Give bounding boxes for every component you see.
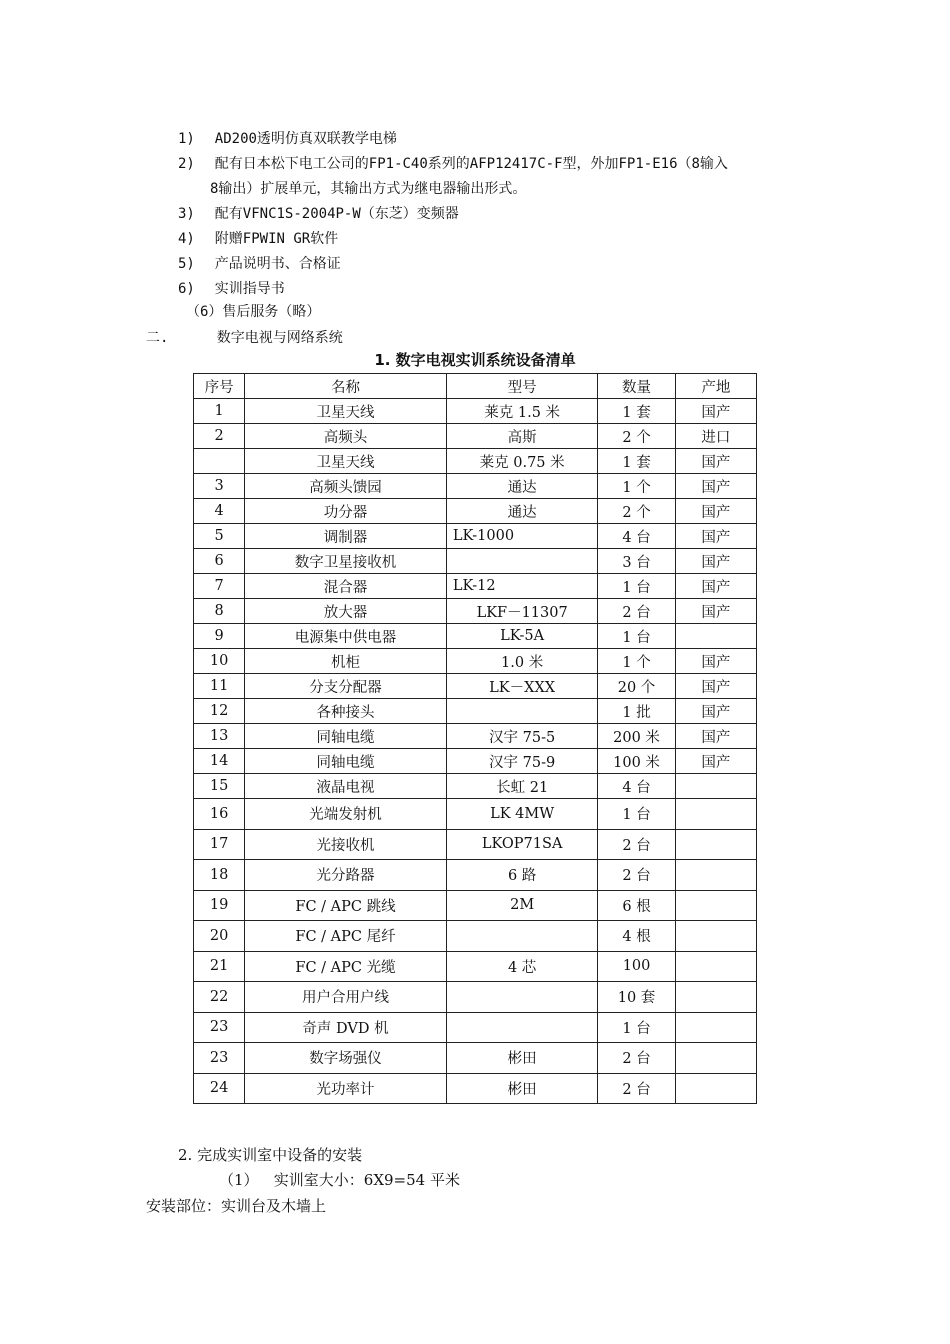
name-cell: 卫星天线 [245,399,447,424]
table-row [194,1012,757,1043]
model-cell: 高斯 [446,424,598,449]
quantity-cell: 20 个 [598,674,675,699]
index-cell: 23 [194,1043,245,1074]
model-cell: 彬田 [446,1073,598,1104]
index-cell: 8 [194,599,245,624]
origin-cell: 国产 [675,474,756,499]
origin-cell: 国产 [675,649,756,674]
quantity-cell: 3 台 [598,549,675,574]
name-cell: 液晶电视 [245,774,447,799]
index-cell: 3 [194,474,245,499]
name-cell: 同轴电缆 [245,724,447,749]
model-cell [446,699,598,724]
name-cell: 光功率计 [245,1073,447,1104]
list-text: 产品说明书、合格证 [214,256,341,272]
quantity-cell: 1 台 [598,574,675,599]
model-cell: 汉宇 75-9 [446,749,598,774]
list-text: 8输出）扩展单元，其输出方式为继电器输出形式。 [210,181,527,197]
index-cell: 1 [194,399,245,424]
name-cell: 奇声 DVD 机 [245,1012,447,1043]
table-row [194,749,757,774]
origin-cell [675,860,756,891]
origin-cell: 国产 [675,599,756,624]
name-cell: 机柜 [245,649,447,674]
quantity-cell: 1 套 [598,449,675,474]
section-title: 数字电视与网络系统 [216,330,343,346]
origin-cell [675,1043,756,1074]
origin-cell: 国产 [675,699,756,724]
origin-cell [675,829,756,860]
origin-cell: 国产 [675,499,756,524]
name-cell: 光接收机 [245,829,447,860]
quantity-cell: 4 根 [598,921,675,952]
quantity-cell: 1 套 [598,399,675,424]
model-cell: LK－XXX [446,674,598,699]
name-cell: 电源集中供电器 [245,624,447,649]
index-cell: 11 [194,674,245,699]
origin-cell [675,982,756,1013]
origin-cell [675,1012,756,1043]
list-text: 配有VFNC1S-2004P-W（东芝）变频器 [214,206,459,222]
index-cell: 22 [194,982,245,1013]
table-header-row [194,374,757,399]
model-cell: 通达 [446,499,598,524]
index-cell: 16 [194,799,245,830]
origin-cell: 国产 [675,674,756,699]
origin-cell [675,1073,756,1104]
name-cell: 用户合用户线 [245,982,447,1013]
quantity-cell: 2 台 [598,860,675,891]
model-cell: 长虹 21 [446,774,598,799]
name-cell: 放大器 [245,599,447,624]
quantity-cell: 2 台 [598,1043,675,1074]
model-cell: 彬田 [446,1043,598,1074]
quantity-cell: 2 个 [598,499,675,524]
origin-cell [675,921,756,952]
quantity-cell: 1 个 [598,474,675,499]
list-number: 2) [178,156,195,172]
model-cell: LKF－11307 [446,599,598,624]
table-row [194,649,757,674]
index-cell: 12 [194,699,245,724]
quantity-cell: 10 套 [598,982,675,1013]
list-item-1 [178,128,397,149]
list-text: 附赠FPWIN GR软件 [214,231,339,247]
header-cell: 序号 [194,374,245,399]
index-cell: 5 [194,524,245,549]
model-cell: 通达 [446,474,598,499]
list-number: 6) [178,281,195,297]
header-cell: 产地 [675,374,756,399]
model-cell: 莱克 1.5 米 [446,399,598,424]
table-row [194,890,757,921]
name-cell: 各种接头 [245,699,447,724]
table-row [194,524,757,549]
quantity-cell: 1 个 [598,649,675,674]
model-cell [446,549,598,574]
index-cell: 6 [194,549,245,574]
name-cell: 功分器 [245,499,447,524]
name-cell: 光端发射机 [245,799,447,830]
name-cell: 分支分配器 [245,674,447,699]
index-cell: 17 [194,829,245,860]
model-cell: 2M [446,890,598,921]
quantity-cell: 4 台 [598,774,675,799]
origin-cell: 国产 [675,749,756,774]
table-row [194,549,757,574]
index-cell: 18 [194,860,245,891]
table-row [194,699,757,724]
origin-cell [675,951,756,982]
model-cell: LK 4MW [446,799,598,830]
quantity-cell: 200 米 [598,724,675,749]
model-cell: LK-5A [446,624,598,649]
model-cell [446,1012,598,1043]
list-number: 3) [178,206,195,222]
origin-cell [675,799,756,830]
index-cell: 10 [194,649,245,674]
header-cell: 数量 [598,374,675,399]
origin-cell: 国产 [675,549,756,574]
table-row [194,921,757,952]
table-row [194,1043,757,1074]
name-cell: 卫星天线 [245,449,447,474]
table-title: 1. 数字电视实训系统设备清单 [374,351,576,369]
index-cell: 14 [194,749,245,774]
origin-cell [675,624,756,649]
name-cell: 高频头 [245,424,447,449]
name-cell: 光分路器 [245,860,447,891]
section-heading-two [146,327,343,348]
origin-cell: 国产 [675,449,756,474]
table-row [194,574,757,599]
name-cell: 数字卫星接收机 [245,549,447,574]
table-row [194,624,757,649]
origin-cell: 国产 [675,399,756,424]
list-item-2-continued [210,178,526,199]
index-cell: 15 [194,774,245,799]
model-cell: LK-12 [446,574,598,599]
list-item-2 [178,153,728,174]
origin-cell [675,890,756,921]
table-row [194,724,757,749]
table-row [194,424,757,449]
quantity-cell: 2 个 [598,424,675,449]
quantity-cell: 2 台 [598,1073,675,1104]
quantity-cell: 1 台 [598,799,675,830]
index-cell: 19 [194,890,245,921]
table-row [194,951,757,982]
name-cell: 数字场强仪 [245,1043,447,1074]
table-row [194,982,757,1013]
index-cell: 13 [194,724,245,749]
list-text: 实训指导书 [214,281,285,297]
list-item-6 [178,278,285,299]
quantity-cell: 4 台 [598,524,675,549]
quantity-cell: 1 台 [598,1012,675,1043]
name-cell: 同轴电缆 [245,749,447,774]
index-cell: 24 [194,1073,245,1104]
install-item [219,1170,460,1190]
install-location: 安装部位：实训台及木墙上 [146,1197,327,1215]
install-item-text: 实训室大小：6X9=54 平米 [273,1171,460,1189]
origin-cell: 国产 [675,724,756,749]
table-row [194,399,757,424]
table-row [194,474,757,499]
table-row [194,1073,757,1104]
origin-cell [675,774,756,799]
origin-cell: 国产 [675,524,756,549]
index-cell: 7 [194,574,245,599]
table-row [194,799,757,830]
index-cell: 4 [194,499,245,524]
table-row [194,674,757,699]
model-cell: 1.0 米 [446,649,598,674]
quantity-cell: 6 根 [598,890,675,921]
list-text: AD200透明仿真双联教学电梯 [214,131,397,147]
name-cell: FC / APC 光缆 [245,951,447,982]
model-cell: 6 路 [446,860,598,891]
list-number: 5) [178,256,195,272]
quantity-cell: 2 台 [598,829,675,860]
list-text: 配有日本松下电工公司的FP1-C40系列的AFP12417C-F型，外加FP1-E16（8输入 [214,156,728,172]
origin-cell: 国产 [675,574,756,599]
list-item-5 [178,253,341,274]
model-cell [446,921,598,952]
install-item-number: （1） [219,1171,259,1189]
index-cell: 2 [194,424,245,449]
model-cell: LKOP71SA [446,829,598,860]
list-item-4 [178,228,338,249]
table-row [194,860,757,891]
table-row [194,599,757,624]
header-cell: 型号 [446,374,598,399]
name-cell: 高频头馈园 [245,474,447,499]
section-number: 二. [146,330,169,346]
list-number: 4) [178,231,195,247]
name-cell: 混合器 [245,574,447,599]
list-item-3 [178,203,459,224]
table-row [194,499,757,524]
index-cell: 23 [194,1012,245,1043]
name-cell: FC / APC 跳线 [245,890,447,921]
table-row [194,829,757,860]
name-cell: 调制器 [245,524,447,549]
quantity-cell: 1 批 [598,699,675,724]
index-cell [194,449,245,474]
index-cell: 9 [194,624,245,649]
equipment-table [193,373,757,1104]
quantity-cell: 2 台 [598,599,675,624]
after-sales-item: （6）售后服务（略） [186,304,321,320]
model-cell: 汉宇 75-5 [446,724,598,749]
model-cell: 莱克 0.75 米 [446,449,598,474]
list-number: 1) [178,131,195,147]
section-heading-install: 2. 完成实训室中设备的安装 [178,1146,363,1164]
table-row [194,449,757,474]
header-cell: 名称 [245,374,447,399]
model-cell: LK-1000 [446,524,598,549]
index-cell: 21 [194,951,245,982]
model-cell [446,982,598,1013]
name-cell: FC / APC 尾纤 [245,921,447,952]
origin-cell: 进口 [675,424,756,449]
model-cell: 4 芯 [446,951,598,982]
quantity-cell: 1 台 [598,624,675,649]
quantity-cell: 100 [598,951,675,982]
table-row [194,774,757,799]
index-cell: 20 [194,921,245,952]
quantity-cell: 100 米 [598,749,675,774]
